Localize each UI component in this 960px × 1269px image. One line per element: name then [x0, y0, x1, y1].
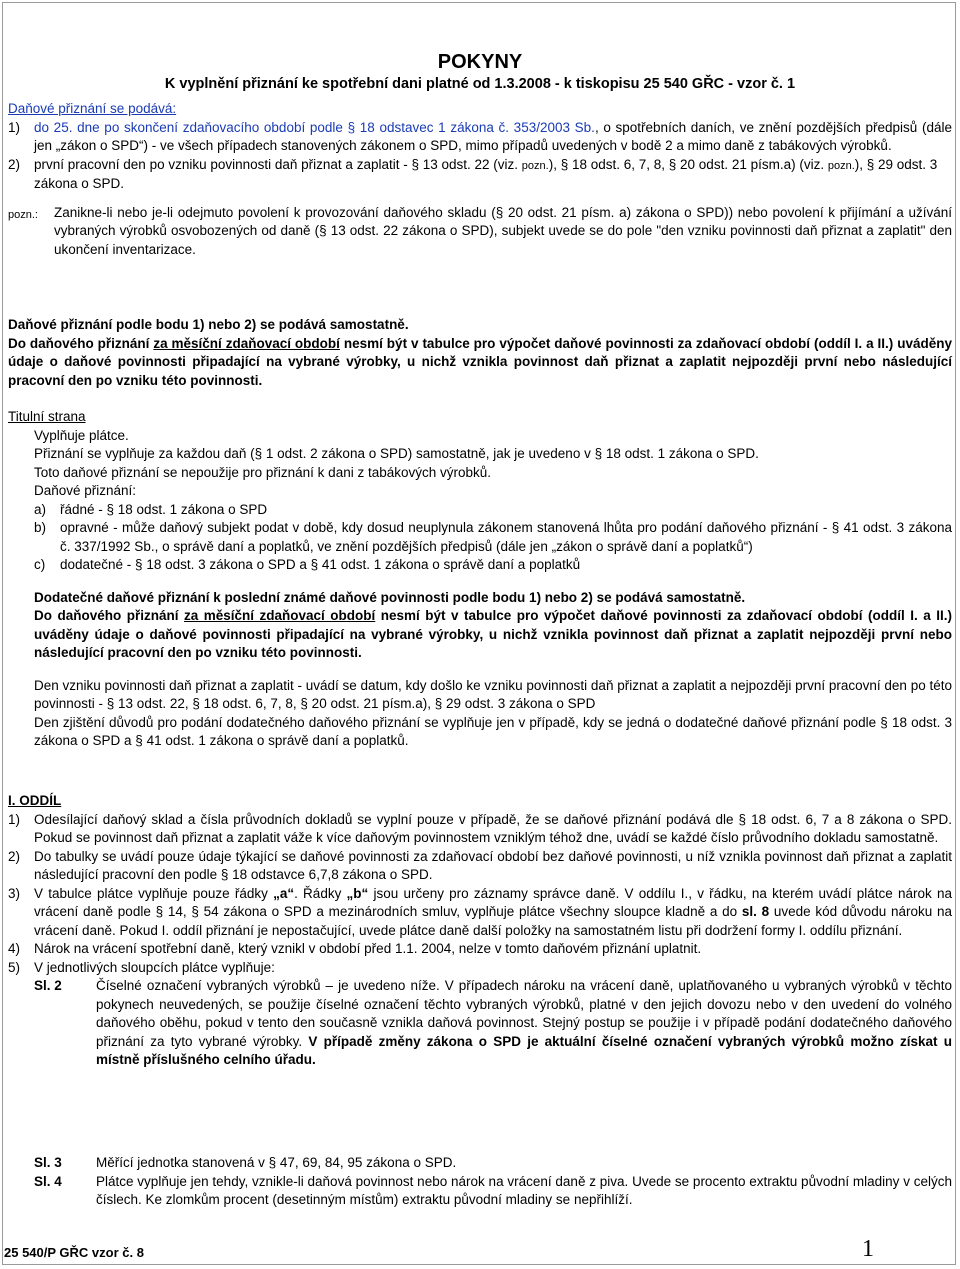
titulni-item-a — [34, 501, 952, 520]
bold-notice-line-2-underlined: za měsíční zdaňovací období — [153, 335, 340, 351]
intro-item-1-rest: , o spotřebních daních, ve znění pozdějších předpisů (dále jen „zákon o SPD“) - ve všech případech stanovených zákonem o SPD, mimo případů uvedených v bodě 2 a mimo daně z tabákových výrobků. — [34, 119, 952, 153]
intro-item-2-number: 2) — [8, 156, 21, 172]
titulni-item-b — [34, 519, 952, 556]
intro-item-1-number: 1) — [8, 119, 21, 135]
intro-item-2-part-a: první pracovní den po vzniku povinnosti daň přiznat a zaplatit - § 13 odst. 22 (viz. — [34, 156, 522, 172]
titulni-item-b-number: b) — [34, 520, 47, 535]
intro-item-2-pozn-2: pozn. — [827, 159, 855, 172]
oddil-section — [8, 792, 952, 1070]
columns-continued — [8, 1154, 952, 1210]
column-sl2 — [8, 977, 952, 1070]
oddil-heading: I. ODDÍL — [8, 793, 62, 808]
column-sl3 — [8, 1154, 952, 1173]
oddil-item-3-row-b: „b“ — [346, 885, 369, 901]
titulni-item-c-text: dodatečné - § 18 odst. 3 zákona o SPD a § 41 odst. 1 zákona o správě daní a poplatků — [60, 557, 581, 572]
oddil-item-3-number: 3) — [8, 885, 21, 901]
column-sl3-label: Sl. 3 — [34, 1155, 62, 1170]
oddil-item-5-text: V jednotlivých sloupcích plátce vyplňuje: — [34, 959, 275, 975]
oddil-item-1-text: Odesílající daňový sklad a čísla průvodních dokladů se vyplní pouze v případě, že se daňové přiznání podává dle § 18 odst. 6, 7 a 8 zákona o SPD. Pokud se povinnost daň přiznat a zaplatit váže k více daňovým povinnostem vzniklým téhož dne, uvádí se každé číslo průvodního dokladu samostatně. — [34, 811, 952, 845]
titulni-item-a-text: řádné - § 18 odst. 1 zákona o SPD — [60, 501, 268, 517]
column-sl2-text — [96, 977, 952, 1070]
intro-note-text: Zanikne-li nebo je-li odejmuto povolení k provozování daňového skladu (§ 20 odst. 21 písm. a) zákona o SPD)) nebo povolení k přijímání a užívání vybraných výrobků osvobozených od daně (§ 13 odst. 22 zákona o SPD), subjekt uvede se do pole "den vzniku povinnosti daň přiznat a zaplatit" den ukončení inventarizace. — [54, 204, 952, 257]
bold-notice — [8, 316, 952, 390]
oddil-item-5-number: 5) — [8, 959, 21, 975]
oddil-item-3-c: jsou určeny pro záznamy správce daně. V oddílu I., v řádku, na kterém uvádí plátce nárok na vrácení daně podle § 14, § 54 zákona o SPD a mezinárodních smluv, vyplňuje plátce všechny sloupce kladně a do — [34, 885, 952, 919]
intro-section — [8, 100, 952, 259]
oddil-item-3-text — [34, 885, 952, 941]
page-title: POKYNY — [437, 51, 523, 73]
intro-item-1-lead: do 25. dne po skončení zdaňovacího období podle § 18 odstavec 1 zákona č. 353/2003 Sb. — [34, 119, 595, 135]
column-sl2-text-b: V případě změny zákona o SPD je aktuální číselné označení vybraných výrobků možno získat u místně příslušného celního úřadu. — [96, 1033, 953, 1067]
titulni-bold-2-a: Do daňového přiznání — [34, 608, 184, 623]
oddil-item-2-text: Do tabulky se uvádí pouze údaje týkající se daňové povinnosti za zdaňovací období bez daňové povinnosti, u níž vznikla povinnost daň přiznat a zaplatit následující pracovní den podle § 18 odstavce 6,7,8 zákona o SPD. — [34, 848, 952, 882]
oddil-item-3-d: uvede kód důvodu nároku na vrácení daně. Pokud I. oddíl přiznání je nepostačující, uvede plátce daně další položky na samostatném listu při dodržení formy I. oddílu přiznání. — [34, 904, 952, 938]
oddil-item-1 — [8, 811, 952, 848]
titulni-item-c — [34, 556, 952, 575]
oddil-item-2-number: 2) — [8, 848, 21, 864]
bold-notice-line-1: Daňové přiznání podle bodu 1) nebo 2) se podává samostatně. — [8, 317, 409, 332]
oddil-item-2 — [8, 848, 952, 885]
titulni-line-3: Toto daňové přiznání se nepoužije pro přiznání k dani z tabákových výrobků. — [34, 464, 492, 480]
oddil-item-1-number: 1) — [8, 811, 21, 827]
titulni-heading: Titulní strana — [8, 409, 86, 424]
oddil-item-4 — [8, 940, 952, 959]
titulni-bold-2-underlined: za měsíční zdaňovací období — [183, 608, 376, 623]
intro-note — [8, 204, 952, 260]
intro-heading: Daňové přiznání se podává: — [8, 101, 177, 116]
column-sl2-text-a: Číselné označení vybraných výrobků – je uvedeno níže. V případech nároku na vrácení daně, uplatňovaného u vybraných výrobků v těchto pokynech neuvedených, se použije číselné označení těchto vybraných výrobků, platné v den jejich dovozu nebo v den uvedení do volného daňového oběhu, pokud v tento den současně vznikla daňová povinnost. Stejný postup se použije i v případě podání dodatečného daňového přiznání za tyto vybrané výrobky. — [96, 978, 952, 1049]
oddil-item-3 — [8, 885, 952, 941]
bold-notice-line-2-b: nesmí být v tabulce pro výpočet daňové povinnosti za zdaňovací období (oddíl I. a II.) uváděny údaje o daňové povinnosti připadající na vybrané výrobky, u nichž vznikla povinnost daň přiznat a zaplatit nejpozději první nebo následující pracovní den po vzniku této povinnosti. — [8, 335, 952, 388]
oddil-item-4-text: Nárok na vrácení spotřební daně, který vznikl v období před 1.1. 2004, nelze v tomto daňovém přiznání uplatnit. — [34, 941, 702, 956]
titulni-line-2: Přiznání se vyplňuje za každou daň (§ 1 odst. 2 zákona o SPD) samostatně, jak je uvedeno v § 18 odst. 1 zákona o SPD. — [34, 446, 759, 461]
titulni-bold-2-b: nesmí být v tabulce pro výpočet daňové povinnosti za zdaňovací období (oddíl I. a II.) uváděny údaje o daňové povinnosti připadající na vybrané výrobky, u nichž vznikla povinnost daň přiznat a zaplatit nejpozději první nebo následující pracovní den po vzniku této povinnosti. — [34, 608, 952, 660]
bold-notice-line-2-a: Do daňového přiznání — [8, 335, 154, 351]
column-sl4-label: Sl. 4 — [34, 1173, 62, 1189]
intro-item-1-text — [34, 119, 952, 156]
oddil-item-3-b: . Řádky — [294, 885, 347, 901]
intro-item-2-part-b: ), § 18 odst. 6, 7, 8, § 20 odst. 21 písm.a) (viz. — [548, 156, 828, 172]
page-subtitle: K vyplnění přiznání ke spotřební dani platné od 1.3.2008 - k tiskopisu 25 540 GŘC - vzor č. 1 — [164, 76, 796, 92]
titulni-section — [8, 408, 952, 751]
titulni-line-1: Vyplňuje plátce. — [34, 427, 129, 443]
column-sl2-label: Sl. 2 — [34, 978, 62, 993]
titulni-body — [8, 427, 952, 751]
titulni-line-4: Daňové přiznání: — [34, 483, 137, 498]
titulni-item-a-number: a) — [34, 501, 47, 517]
oddil-item-3-row-a: „a“ — [273, 885, 295, 901]
titulni-bold-1: Dodatečné daňové přiznání k poslední známé daňové povinnosti podle bodu 1) nebo 2) se podává samostatně. — [34, 589, 746, 605]
footer-page-number: 1 — [862, 1236, 874, 1262]
oddil-item-3-sl8: sl. 8 — [741, 904, 770, 919]
titulni-bold-2 — [34, 607, 952, 663]
intro-item-2-part-c: ), § 29 odst. 3 zákona o SPD. — [34, 156, 938, 191]
bold-notice-line-2 — [8, 335, 952, 391]
intro-item-2-pozn-1: pozn. — [521, 159, 549, 172]
intro-item-2 — [8, 156, 952, 194]
intro-item-2-text — [34, 156, 952, 194]
footer-form-id: 25 540/P GŘC vzor č. 8 — [4, 1245, 144, 1260]
oddil-item-5 — [8, 959, 952, 978]
intro-item-1 — [8, 119, 952, 156]
column-sl4-text: Plátce vyplňuje jen tehdy, vznikle-li daňová povinnost nebo nárok na vrácení daně z piva. Uvede se procento extraktu původní mladiny v celých číslech. Ke zlomkům procent (desetinným místům) extraktu původní mladiny se nepřihlíží. — [96, 1173, 952, 1207]
column-sl3-text: Měřící jednotka stanovená v § 47, 69, 84, 95 zákona o SPD. — [96, 1155, 457, 1170]
titulni-para-1: Den vzniku povinnosti daň přiznat a zaplatit - uvádí se datum, kdy došlo ke vzniku povinnosti daň přiznat a zaplatit a nejpozději první pracovní den po této povinnosti - § 13 odst. 22, § 18 odst. 6, 7, 8, § 20 odst. 21 písm.a), § 29 odst. 3 zákona o SPD — [34, 677, 952, 711]
titulni-item-c-number: c) — [34, 557, 46, 572]
titulni-para-2: Den zjištění důvodů pro podání dodatečného daňového přiznání se vyplňuje jen v případě, kdy se jedná o dodatečné daňové přiznání podle § 18 odst. 3 zákona o SPD a § 41 odst. 1 zákona o správě daní a poplatků. — [34, 714, 952, 748]
oddil-item-4-number: 4) — [8, 941, 21, 956]
oddil-item-3-a: V tabulce plátce vyplňuje pouze řádky — [34, 885, 274, 901]
column-sl4 — [8, 1173, 952, 1210]
titulni-item-b-text: opravné - může daňový subjekt podat v době, kdy dosud neuplynula zákonem stanovená lhůta pro podání daňového přiznání - § 41 odst. 3 zákona č. 337/1992 Sb., o správě daní a poplatků, ve znění pozdějších předpisů (dále jen „zákon o správě daní a poplatků“) — [60, 520, 952, 554]
intro-note-label: pozn.: — [8, 208, 38, 221]
